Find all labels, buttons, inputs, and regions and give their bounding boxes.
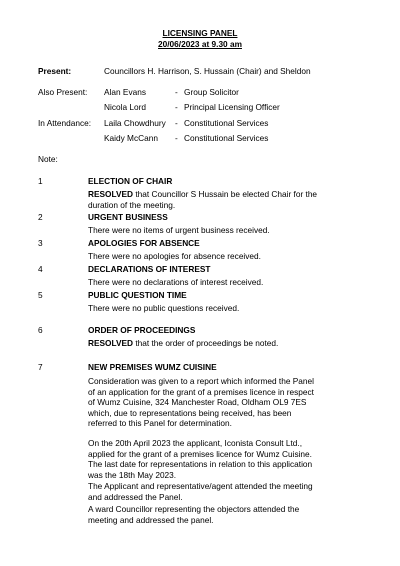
attendee-dash: - <box>175 133 178 143</box>
resolution-text: that Councillor S Hussain be elected Chair for the duration of the meeting. <box>88 189 318 210</box>
item-number: 1 <box>38 176 43 186</box>
attendee-name: Laila Chowdhury <box>104 118 166 128</box>
attendee-role: Group Solicitor <box>184 87 239 97</box>
item-number: 3 <box>38 238 43 248</box>
item-number: 5 <box>38 290 43 300</box>
attendee-dash: - <box>175 102 178 112</box>
meeting-date: 20/06/2023 at 9.30 am <box>158 39 242 49</box>
item-number: 6 <box>38 325 43 335</box>
item-title: ORDER OF PROCEEDINGS <box>88 325 196 335</box>
item-number: 7 <box>38 362 43 372</box>
attendee-role: Constitutional Services <box>184 133 269 143</box>
in-attendance-label: In Attendance: <box>38 118 92 128</box>
resolution-text: that the order of proceedings be noted. <box>133 338 279 348</box>
present-value: Councillors H. Harrison, S. Hussain (Chair) and Sheldon <box>104 66 311 76</box>
item-title: APOLOGIES FOR ABSENCE <box>88 238 200 248</box>
note-label: Note: <box>38 154 58 164</box>
item-title: ELECTION OF CHAIR <box>88 176 173 186</box>
item-paragraph: A ward Councillor representing the objectors attended the meeting and addressed the panel. <box>88 504 300 525</box>
item-title: NEW PREMISES WUMZ CUISINE <box>88 362 217 372</box>
item-number: 4 <box>38 264 43 274</box>
item-resolution <box>88 189 320 210</box>
item-text: There were no apologies for absence received. <box>88 251 261 261</box>
attendee-name: Nicola Lord <box>104 102 146 112</box>
resolved-keyword: RESOLVED <box>88 338 134 348</box>
item-title: PUBLIC QUESTION TIME <box>88 290 187 300</box>
item-title: URGENT BUSINESS <box>88 212 168 222</box>
item-paragraph: On the 20th April 2023 the applicant, Iconista Consult Ltd., applied for the grant of a premises licence for Wumz Cuisine. The last date for representations in relation to this application was the 18th May 2023. <box>88 438 313 480</box>
attendee-dash: - <box>175 87 178 97</box>
attendee-name: Kaidy McCann <box>104 133 158 143</box>
item-paragraph: Consideration was given to a report which informed the Panel of an application for the grant of a premises licence in respect of Wumz Cuisine, 324 Manchester Road, Oldham OL9 7ES which, due to representations being received, has been referred to this Panel for determination. <box>88 376 314 428</box>
item-text: There were no public questions received. <box>88 303 240 313</box>
attendee-role: Constitutional Services <box>184 118 269 128</box>
item-text: There were no items of urgent business received. <box>88 225 270 235</box>
item-resolution <box>88 338 320 349</box>
item-paragraph: The Applicant and representative/agent attended the meeting and addressed the Panel. <box>88 481 313 502</box>
attendee-dash: - <box>175 118 178 128</box>
also-present-label: Also Present: <box>38 87 88 97</box>
attendee-role: Principal Licensing Officer <box>184 102 280 112</box>
present-label: Present: <box>38 66 72 76</box>
item-number: 2 <box>38 212 43 222</box>
attendee-name: Alan Evans <box>104 87 146 97</box>
item-text: There were no declarations of interest received. <box>88 277 264 287</box>
item-title: DECLARATIONS OF INTEREST <box>88 264 211 274</box>
document-title: LICENSING PANEL <box>162 28 238 38</box>
resolved-keyword: RESOLVED <box>88 189 134 199</box>
